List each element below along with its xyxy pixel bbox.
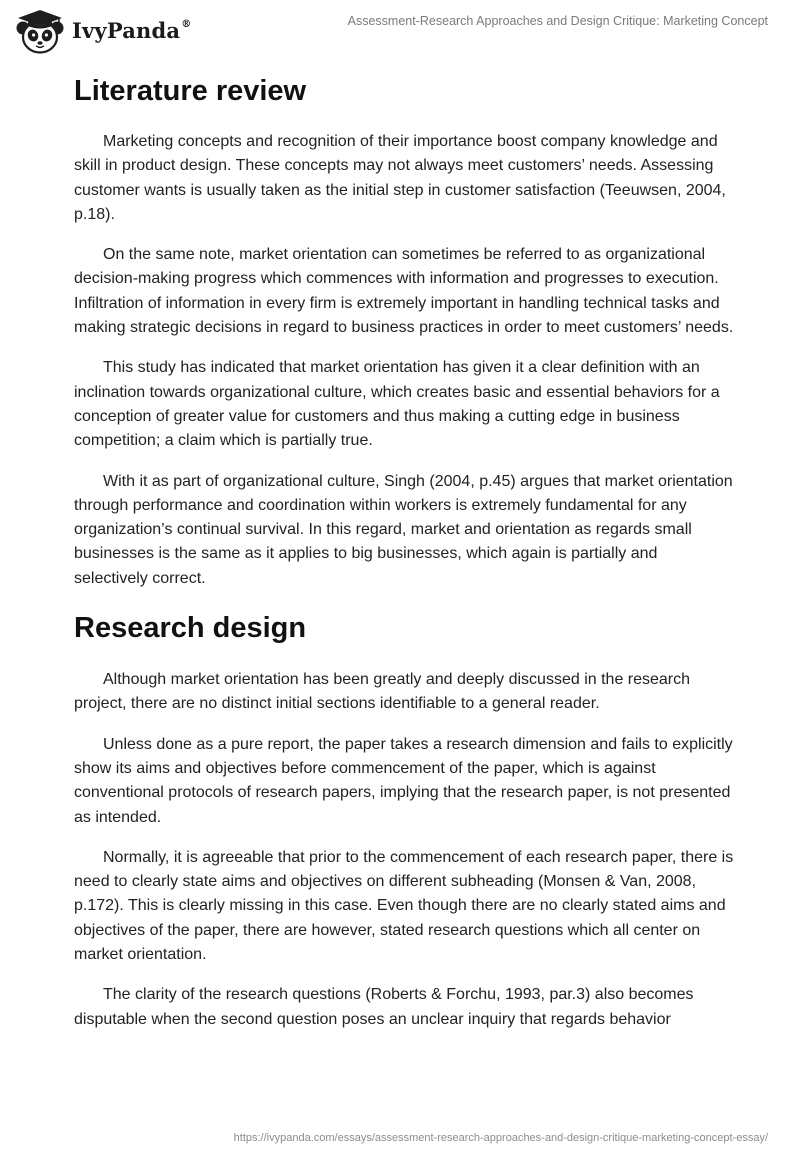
logo[interactable] — [14, 8, 191, 54]
paragraph: Marketing concepts and recognition of their importance boost company knowledge and skill in product design. These concepts may not always meet customers’ needs. Assessing customer wants is usually taken as the initial step in customer satisfaction (Teeuwsen, 2004, p.18). — [74, 133, 726, 223]
document-title: Assessment-Research Approaches and Design Critique: Marketing Concept — [347, 14, 768, 28]
brand-name: IvyPanda® — [72, 17, 192, 43]
paragraph: With it as part of organizational culture, Singh (2004, p.45) argues that market orientation through performance and coordination within workers is extremely fundamental for any organization’s continual survival. In this regard, market and orientation as regards small businesses is the same as it applies to big businesses, which again is partially and selectively correct. — [74, 472, 733, 587]
paragraph: This study has indicated that market orientation has given it a clear definition with an inclination towards organizational culture, which creates basic and essential behaviors for a conception of greater value for customers and thus making a cutting edge in business competition; a claim which is partially true. — [74, 359, 720, 450]
paragraph: The clarity of the research questions (Roberts & Forchu, 1993, par.3) also becomes disputable when the second question poses an unclear inquiry that regards behavior — [74, 986, 694, 1028]
paragraph: Although market orientation has been greatly and deeply discussed in the research project, there are no distinct initial sections identifiable to a general reader. — [74, 671, 691, 713]
section-heading-research-design: Research design — [74, 612, 307, 645]
section-heading-literature-review: Literature review — [74, 75, 307, 107]
paragraph: Unless done as a pure report, the paper takes a research dimension and fails to explicitly show its aims and objectives before commencement of the paper, which is against conventional protocols of research papers, implying that the research paper, is not presented as intended. — [74, 735, 733, 826]
registered-mark: ® — [181, 18, 192, 30]
paragraph: On the same note, market orientation can sometimes be referred to as organizational decision-making progress which commences with information and progresses to execution. Infiltration of information in every firm is extremely important in handling technical tasks and making strategic decisions in regard to business practices in order to meet customers’ needs. — [74, 246, 734, 337]
source-url[interactable]: https://ivypanda.com/essays/assessment-research-approaches-and-design-critique-marketing-concept-essay/ — [233, 1132, 768, 1144]
page-header — [0, 0, 800, 60]
essay-content — [74, 70, 734, 1048]
panda-graduate-icon — [14, 8, 66, 54]
paragraph: Normally, it is agreeable that prior to the commencement of each research paper, there is need to clearly state aims and objectives on different subheading (Monsen & Van, 2008, p.172). This is clearly missing in this case. Even though there are no clearly stated aims and objectives of the paper, there are however, stated research questions which all center on market orientation. — [74, 848, 734, 964]
